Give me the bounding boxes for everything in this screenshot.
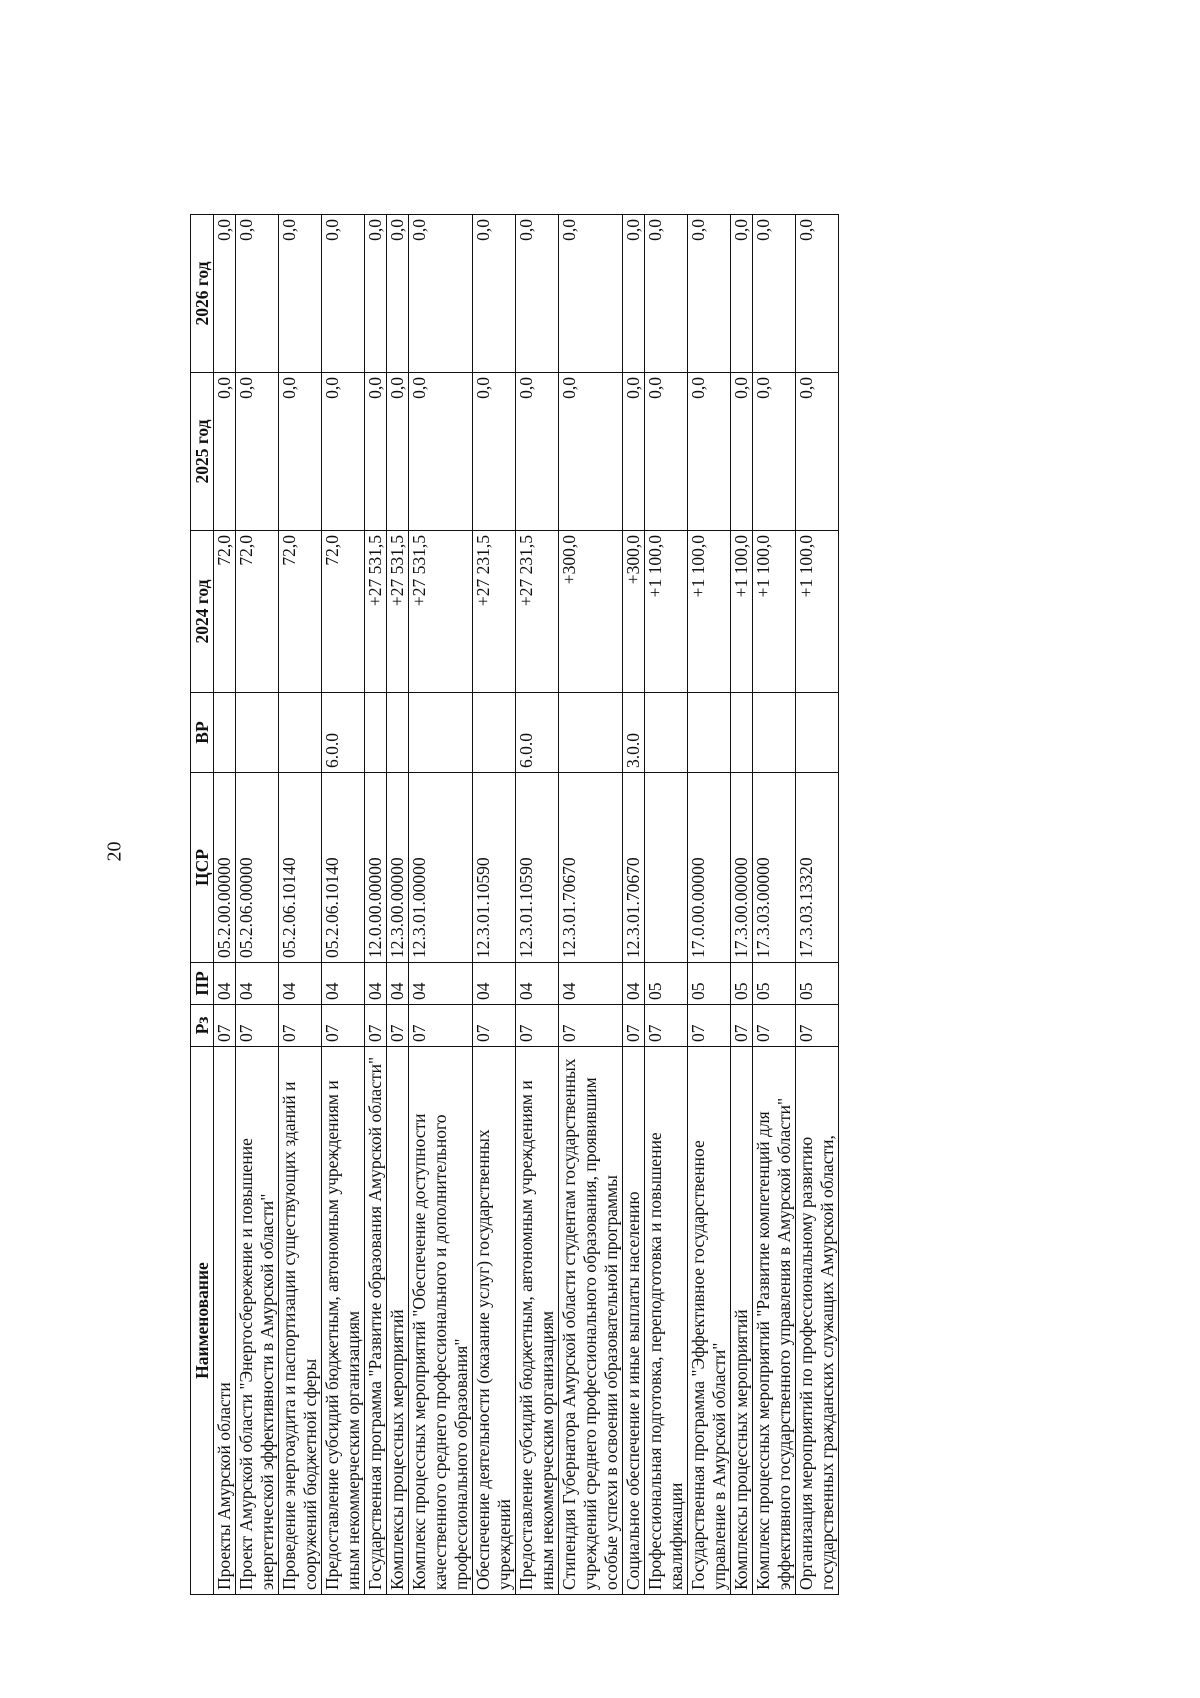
- table-row: [645, 215, 688, 1595]
- cell-y2025: 0,0: [236, 373, 279, 531]
- cell-rz: 07: [214, 1005, 236, 1047]
- cell-pr: 04: [236, 963, 279, 1005]
- cell-name: Социальное обеспечение и иные выплаты населению: [623, 1047, 645, 1595]
- cell-pr: 04: [279, 963, 322, 1005]
- cell-rz: 07: [409, 1005, 473, 1047]
- cell-y2025: 0,0: [516, 373, 559, 531]
- cell-rz: 07: [279, 1005, 322, 1047]
- cell-y2025: 0,0: [796, 373, 839, 531]
- header-rz: Рз: [191, 1005, 214, 1047]
- cell-name: Проект Амурской области "Энергосбережение и повышение энергетической эффективности в Амурской области": [236, 1047, 279, 1595]
- cell-y2026: 0,0: [473, 215, 516, 373]
- cell-y2025: 0,0: [409, 373, 473, 531]
- cell-name: Комплексы процессных мероприятий: [731, 1047, 753, 1595]
- table-row: [409, 215, 473, 1595]
- cell-vr: [236, 693, 279, 773]
- cell-csr: 17.0.00.00000: [688, 773, 731, 963]
- cell-pr: 04: [214, 963, 236, 1005]
- cell-vr: [279, 693, 322, 773]
- cell-y2026: 0,0: [688, 215, 731, 373]
- cell-csr: 12.3.01.70670: [623, 773, 645, 963]
- cell-name: Обеспечение деятельности (оказание услуг) государственных учреждений: [473, 1047, 516, 1595]
- cell-pr: 04: [365, 963, 387, 1005]
- cell-y2025: 0,0: [645, 373, 688, 531]
- cell-vr: [387, 693, 409, 773]
- table-row: [559, 215, 623, 1595]
- cell-y2025: 0,0: [559, 373, 623, 531]
- cell-y2026: 0,0: [731, 215, 753, 373]
- cell-vr: [473, 693, 516, 773]
- cell-pr: 04: [473, 963, 516, 1005]
- cell-rz: 07: [387, 1005, 409, 1047]
- table-header-row: [191, 215, 214, 1595]
- cell-pr: 05: [796, 963, 839, 1005]
- table-row: [623, 215, 645, 1595]
- cell-vr: [214, 693, 236, 773]
- cell-y2025: 0,0: [365, 373, 387, 531]
- cell-pr: 05: [688, 963, 731, 1005]
- cell-name: Проекты Амурской области: [214, 1047, 236, 1595]
- cell-pr: 04: [322, 963, 365, 1005]
- cell-y2026: 0,0: [409, 215, 473, 373]
- cell-csr: 05.2.00.00000: [214, 773, 236, 963]
- cell-rz: 07: [559, 1005, 623, 1047]
- cell-vr: [409, 693, 473, 773]
- cell-csr: 05.2.06.10140: [279, 773, 322, 963]
- table-row: [365, 215, 387, 1595]
- cell-name: Комплексы процессных мероприятий: [387, 1047, 409, 1595]
- cell-y2026: 0,0: [645, 215, 688, 373]
- cell-pr: 05: [645, 963, 688, 1005]
- cell-rz: 07: [731, 1005, 753, 1047]
- cell-csr: 17.3.03.00000: [753, 773, 796, 963]
- cell-y2025: 0,0: [322, 373, 365, 531]
- cell-pr: 04: [559, 963, 623, 1005]
- cell-name: Предоставление субсидий бюджетным, автономным учреждениям и иным некоммерческим организациям: [516, 1047, 559, 1595]
- cell-pr: 04: [387, 963, 409, 1005]
- cell-pr: 04: [623, 963, 645, 1005]
- budget-table: [190, 214, 839, 1595]
- cell-csr: 17.3.03.13320: [796, 773, 839, 963]
- cell-vr: [365, 693, 387, 773]
- table-row: [214, 215, 236, 1595]
- cell-name: Проведение энергоаудита и паспортизации существующих зданий и сооружений бюджетной сферы: [279, 1047, 322, 1595]
- cell-y2024: 72,0: [236, 531, 279, 693]
- cell-rz: 07: [688, 1005, 731, 1047]
- cell-rz: 07: [623, 1005, 645, 1047]
- cell-vr: [559, 693, 623, 773]
- header-2024: 2024 год: [191, 531, 214, 693]
- table-row: [236, 215, 279, 1595]
- cell-y2026: 0,0: [387, 215, 409, 373]
- header-vr: ВР: [191, 693, 214, 773]
- cell-y2024: +27 231,5: [516, 531, 559, 693]
- cell-vr: 3.0.0: [623, 693, 645, 773]
- header-name: Наименование: [191, 1047, 214, 1595]
- cell-csr: 05.2.06.00000: [236, 773, 279, 963]
- cell-name: Комплекс процессных мероприятий "Обеспечение доступности качественного среднего профессионального и дополнительного профессионального образования": [409, 1047, 473, 1595]
- cell-y2024: +1 100,0: [645, 531, 688, 693]
- cell-y2025: 0,0: [387, 373, 409, 531]
- cell-vr: [645, 693, 688, 773]
- header-2025: 2025 год: [191, 373, 214, 531]
- cell-name: Профессиональная подготовка, переподготовка и повышение квалификации: [645, 1047, 688, 1595]
- header-csr: ЦСР: [191, 773, 214, 963]
- cell-pr: 05: [753, 963, 796, 1005]
- table-row: [279, 215, 322, 1595]
- cell-y2024: +1 100,0: [731, 531, 753, 693]
- table-row: [796, 215, 839, 1595]
- cell-csr: 12.0.00.00000: [365, 773, 387, 963]
- table-row: [387, 215, 409, 1595]
- cell-vr: 6.0.0: [322, 693, 365, 773]
- cell-pr: 05: [731, 963, 753, 1005]
- cell-y2024: +300,0: [559, 531, 623, 693]
- cell-csr: 05.2.06.10140: [322, 773, 365, 963]
- table-row: [473, 215, 516, 1595]
- cell-y2025: 0,0: [688, 373, 731, 531]
- cell-vr: [796, 693, 839, 773]
- cell-y2024: +27 531,5: [365, 531, 387, 693]
- cell-csr: 12.3.00.00000: [387, 773, 409, 963]
- cell-y2026: 0,0: [559, 215, 623, 373]
- cell-rz: 07: [236, 1005, 279, 1047]
- cell-vr: [753, 693, 796, 773]
- cell-rz: 07: [365, 1005, 387, 1047]
- cell-y2026: 0,0: [623, 215, 645, 373]
- cell-rz: 07: [516, 1005, 559, 1047]
- cell-y2026: 0,0: [516, 215, 559, 373]
- cell-csr: 12.3.01.10590: [473, 773, 516, 963]
- cell-rz: 07: [753, 1005, 796, 1047]
- budget-table-container: [190, 215, 1070, 1595]
- cell-csr: 12.3.01.70670: [559, 773, 623, 963]
- page-number: 20: [103, 841, 126, 862]
- cell-vr: [731, 693, 753, 773]
- cell-y2025: 0,0: [214, 373, 236, 531]
- cell-y2024: +27 531,5: [409, 531, 473, 693]
- cell-y2024: +1 100,0: [796, 531, 839, 693]
- cell-name: Государственная программа "Развитие образования Амурской области": [365, 1047, 387, 1595]
- cell-name: Организация мероприятий по профессиональному развитию государственных гражданских служащих Амурской области,: [796, 1047, 839, 1595]
- cell-y2025: 0,0: [623, 373, 645, 531]
- cell-rz: 07: [796, 1005, 839, 1047]
- cell-rz: 07: [645, 1005, 688, 1047]
- table-row: [731, 215, 753, 1595]
- table-body: [214, 215, 839, 1595]
- cell-y2026: 0,0: [796, 215, 839, 373]
- cell-name: Комплекс процессных мероприятий "Развитие компетенций для эффективного государственного управления в Амурской области": [753, 1047, 796, 1595]
- cell-y2024: 72,0: [279, 531, 322, 693]
- cell-vr: [688, 693, 731, 773]
- cell-y2024: +1 100,0: [688, 531, 731, 693]
- cell-name: Предоставление субсидий бюджетным, автономным учреждениям и иным некоммерческим организациям: [322, 1047, 365, 1595]
- cell-name: Стипендия Губернатора Амурской области студентам государственных учреждений среднего профессионального образования, проявившим особые успехи в освоении образовательной программы: [559, 1047, 623, 1595]
- cell-rz: 07: [473, 1005, 516, 1047]
- table-row: [753, 215, 796, 1595]
- cell-y2024: +27 531,5: [387, 531, 409, 693]
- cell-y2024: 72,0: [214, 531, 236, 693]
- cell-pr: 04: [409, 963, 473, 1005]
- cell-y2026: 0,0: [236, 215, 279, 373]
- cell-y2025: 0,0: [753, 373, 796, 531]
- cell-rz: 07: [322, 1005, 365, 1047]
- cell-y2024: +1 100,0: [753, 531, 796, 693]
- header-2026: 2026 год: [191, 215, 214, 373]
- table-row: [688, 215, 731, 1595]
- cell-y2026: 0,0: [365, 215, 387, 373]
- cell-y2026: 0,0: [322, 215, 365, 373]
- cell-y2026: 0,0: [214, 215, 236, 373]
- cell-y2026: 0,0: [279, 215, 322, 373]
- cell-y2025: 0,0: [473, 373, 516, 531]
- cell-csr: [645, 773, 688, 963]
- cell-y2025: 0,0: [731, 373, 753, 531]
- cell-vr: 6.0.0: [516, 693, 559, 773]
- cell-y2024: +300,0: [623, 531, 645, 693]
- cell-y2026: 0,0: [753, 215, 796, 373]
- header-pr: ПР: [191, 963, 214, 1005]
- cell-y2024: +27 231,5: [473, 531, 516, 693]
- cell-csr: 12.3.01.00000: [409, 773, 473, 963]
- table-row: [516, 215, 559, 1595]
- table-row: [322, 215, 365, 1595]
- cell-name: Государственная программа "Эффективное государственное управление в Амурской области": [688, 1047, 731, 1595]
- cell-y2025: 0,0: [279, 373, 322, 531]
- cell-csr: 17.3.00.00000: [731, 773, 753, 963]
- cell-pr: 04: [516, 963, 559, 1005]
- cell-csr: 12.3.01.10590: [516, 773, 559, 963]
- cell-y2024: 72,0: [322, 531, 365, 693]
